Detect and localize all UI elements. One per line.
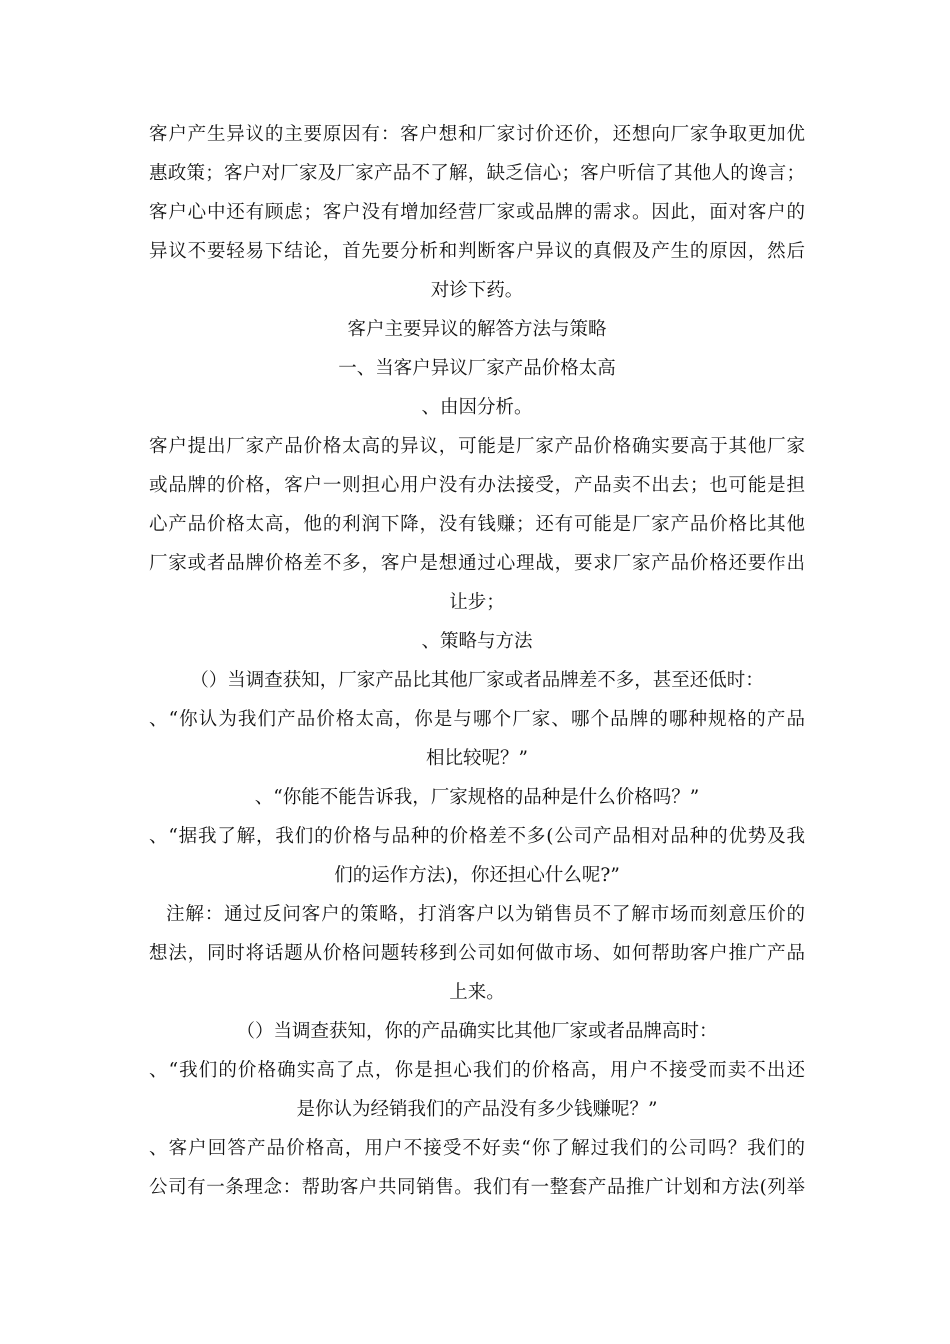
subheading-strategy-methods: 、策略与方法 <box>421 631 533 652</box>
text-line-2: 惠政策；客户对厂家及厂家产品不了解，缺乏信心；客户听信了其他人的谗言； <box>149 163 805 184</box>
text-line-13: 让步； <box>449 592 505 613</box>
text-line-4: 异议不要轻易下结论，首先要分析和判断客户异议的真假及产生的原因，然后 <box>149 241 805 262</box>
text-line-17: 相比较呢？” <box>426 748 528 769</box>
text-line-21: 注解：通过反问客户的策略，打消客户以为销售员不了解市场而刻意压价的 <box>166 904 805 925</box>
section-heading-price-objection: 一、当客户异议厂家产品价格太高 <box>338 358 616 379</box>
text-line-28: 公司有一条理念：帮助客户共同销售。我们有一整套产品推广计划和方法(列举 <box>149 1177 805 1198</box>
text-line-12: 厂家或者品牌价格差不多，客户是想通过心理战，要求厂家产品价格还要作出 <box>149 553 805 574</box>
text-line-3: 客户心中还有顾虑；客户没有增加经营厂家或品牌的需求。因此，面对客户的 <box>149 202 805 223</box>
text-line-18: 、“你能不能告诉我，厂家规格的品种是什么价格吗？” <box>254 787 700 808</box>
text-line-26: 是你认为经销我们的产品没有多少钱赚呢？” <box>296 1099 658 1120</box>
text-line-16: 、“你认为我们产品价格太高，你是与哪个厂家、哪个品牌的哪种规格的产品 <box>149 709 805 730</box>
text-line-24: （）当调查获知，你的产品确实比其他厂家或者品牌高时： <box>236 1021 718 1042</box>
text-line-20: 们的运作方法)，你还担心什么呢?” <box>334 865 620 886</box>
section-heading-answer-methods: 客户主要异议的解答方法与策略 <box>347 319 607 340</box>
text-line-1: 客户产生异议的主要原因有：客户想和厂家讨价还价，还想向厂家争取更加优 <box>149 124 805 145</box>
text-line-22: 想法，同时将话题从价格问题转移到公司如何做市场、如何帮助客户推广产品 <box>149 943 805 964</box>
text-line-19: 、“据我了解，我们的价格与品种的价格差不多(公司产品相对品种的优势及我 <box>149 826 805 847</box>
text-line-10: 或品牌的价格，客户一则担心用户没有办法接受，产品卖不出去；也可能是担 <box>149 475 805 496</box>
text-line-23: 上来。 <box>449 982 505 1003</box>
text-line-27: 、客户回答产品价格高，用户不接受不好卖“你了解过我们的公司吗？我们的 <box>149 1138 805 1159</box>
text-line-25: 、“我们的价格确实高了点，你是担心我们的价格高，用户不接受而卖不出还 <box>149 1060 805 1081</box>
text-line-5: 对诊下药。 <box>430 280 524 301</box>
subheading-cause-analysis: 、由因分析。 <box>421 397 533 418</box>
text-line-11: 心产品价格太高，他的利润下降，没有钱赚；还有可能是厂家产品价格比其他 <box>149 514 805 535</box>
text-line-9: 客户提出厂家产品价格太高的异议，可能是厂家产品价格确实要高于其他厂家 <box>149 436 805 457</box>
text-line-15: （）当调查获知，厂家产品比其他厂家或者品牌差不多，甚至还低时： <box>190 670 764 691</box>
